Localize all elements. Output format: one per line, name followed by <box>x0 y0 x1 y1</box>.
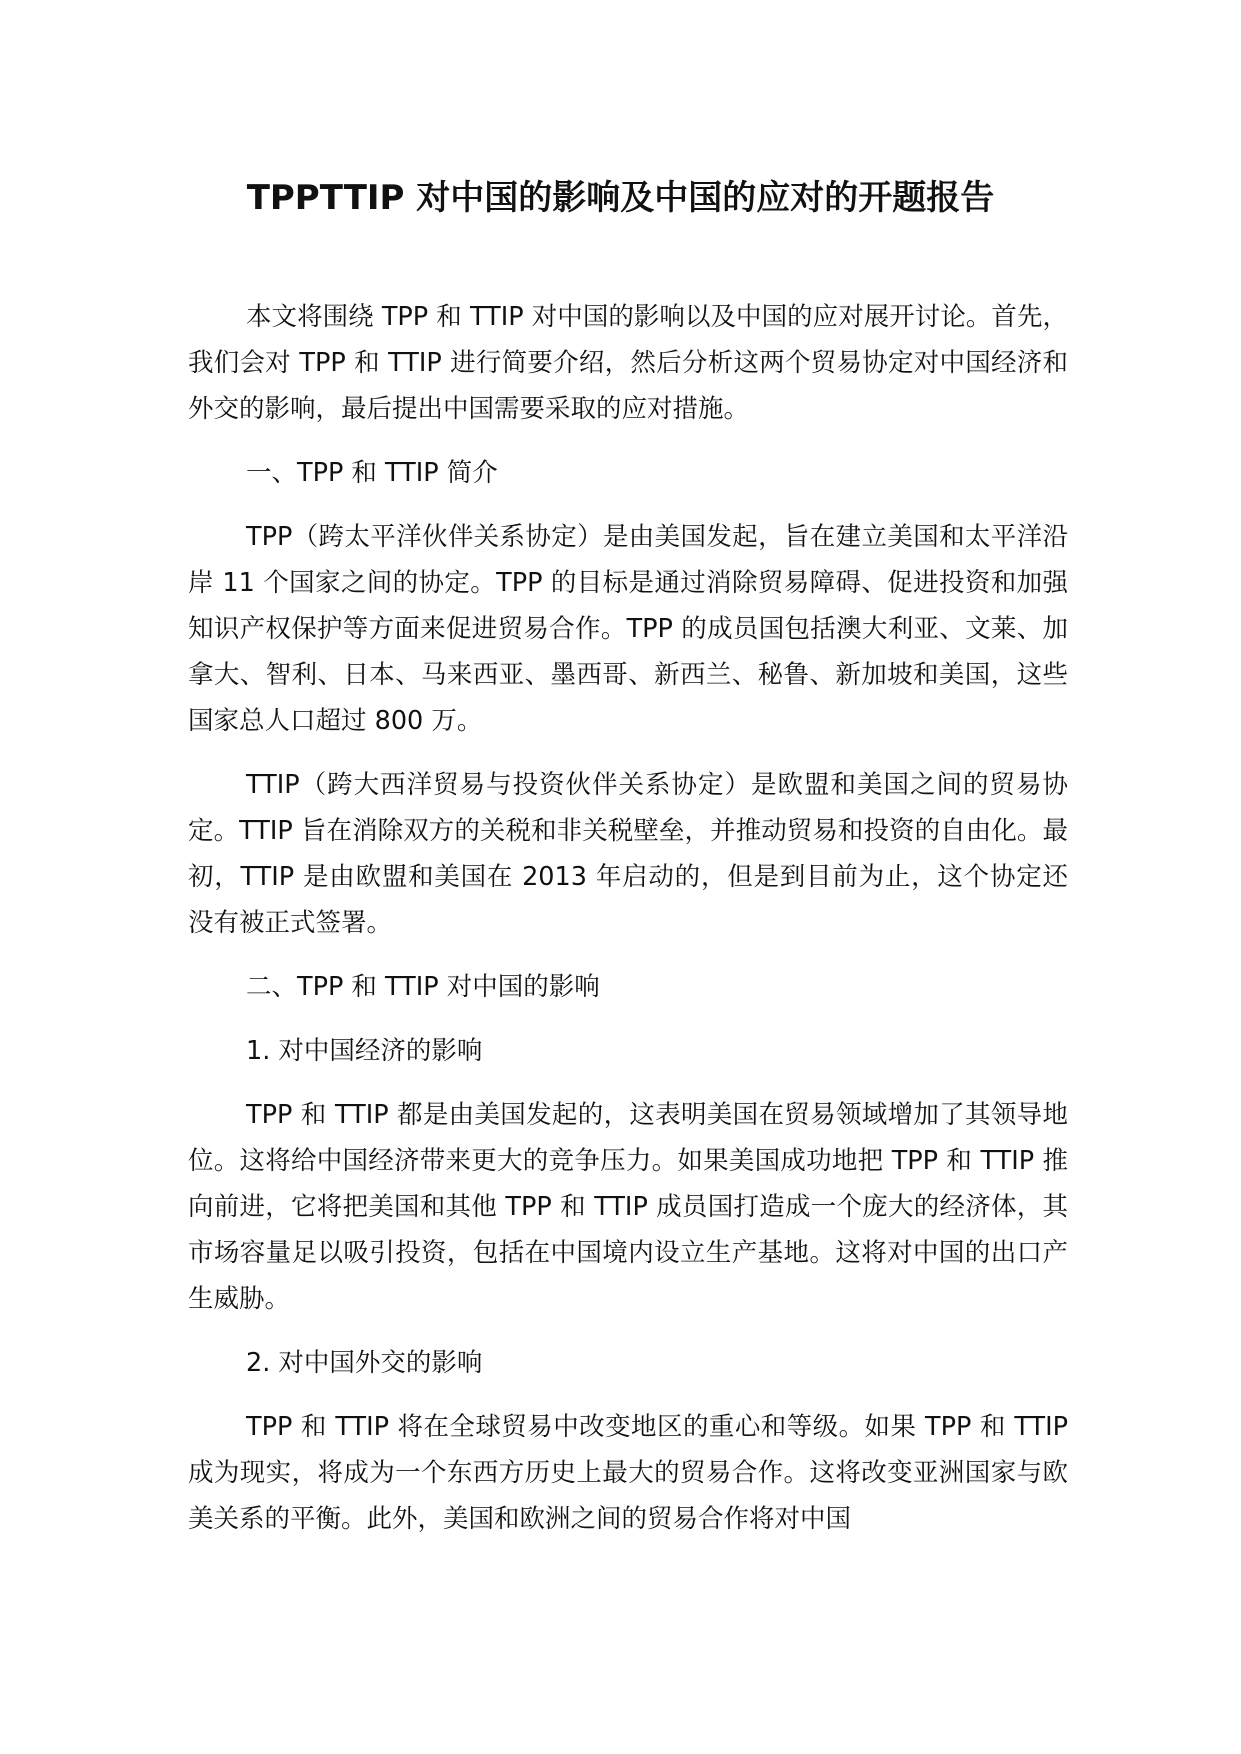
paragraph-economy: TPP 和 TTIP 都是由美国发起的，这表明美国在贸易领域增加了其领导地位。这将给中国经济带来更大的竞争压力。如果美国成功地把 TPP 和 TTIP 推向前进，它将把美国和其他 TPP 和 TTIP 成员国打造成一个庞大的经济体，其市场容量足以吸引投资，包括在中国境内设立生产基地。这将对中国的出口产生威胁。 <box>188 1100 1068 1314</box>
paragraph-ttip: TTIP（跨大西洋贸易与投资伙伴关系协定）是欧盟和美国之间的贸易协定。TTIP 旨在消除双方的关税和非关税壁垒，并推动贸易和投资的自由化。最初，TTIP 是由欧盟和美国在 2013 年启动的，但是到目前为止，这个协定还没有被正式签署。 <box>188 770 1068 938</box>
paragraph-intro: 本文将围绕 TPP 和 TTIP 对中国的影响以及中国的应对展开讨论。首先，我们会对 TPP 和 TTIP 进行简要介绍，然后分析这两个贸易协定对中国经济和外交的影响，最后提出中国需要采取的应对措施。 <box>188 302 1068 424</box>
subsection-heading-economy: 1. 对中国经济的影响 <box>246 1036 483 1066</box>
subsection-heading-diplomacy: 2. 对中国外交的影响 <box>246 1348 483 1378</box>
section-heading-1: 一、TPP 和 TTIP 简介 <box>246 458 498 488</box>
document-title: TPPTTIP 对中国的影响及中国的应对的开题报告 <box>246 178 995 218</box>
document-body <box>188 294 1068 1560</box>
section-heading-2: 二、TPP 和 TTIP 对中国的影响 <box>246 972 600 1002</box>
paragraph-diplomacy: TPP 和 TTIP 将在全球贸易中改变地区的重心和等级。如果 TPP 和 TTIP 成为现实，将成为一个东西方历史上最大的贸易合作。这将改变亚洲国家与欧美关系的平衡。此外，美国和欧洲之间的贸易合作将对中国 <box>188 1412 1068 1534</box>
paragraph-tpp: TPP（跨太平洋伙伴关系协定）是由美国发起，旨在建立美国和太平洋沿岸 11 个国家之间的协定。TPP 的目标是通过消除贸易障碍、促进投资和加强知识产权保护等方面来促进贸易合作。TPP 的成员国包括澳大利亚、文莱、加拿大、智利、日本、马来西亚、墨西哥、新西兰、秘鲁、新加坡和美国，这些国家总人口超过 800 万。 <box>188 522 1068 736</box>
